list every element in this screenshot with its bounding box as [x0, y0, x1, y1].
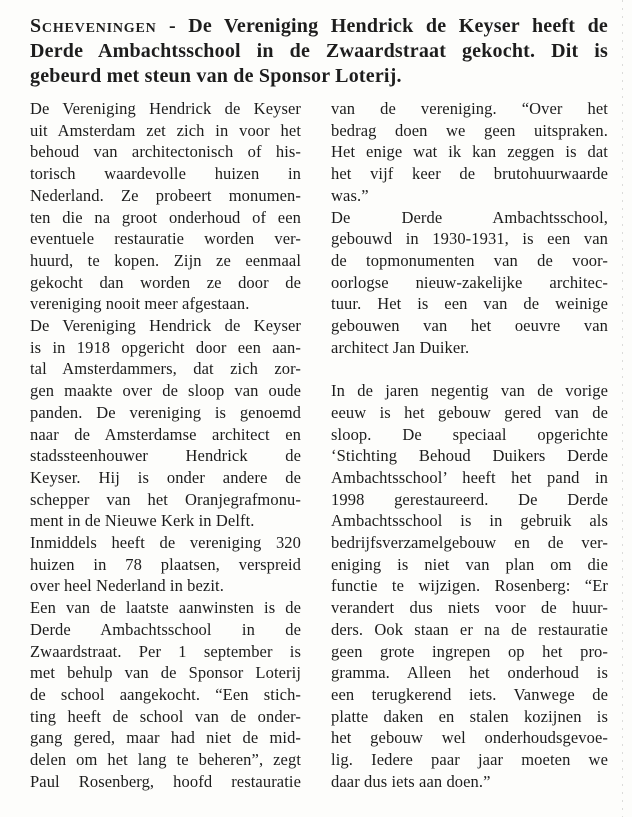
paragraph [30, 315, 301, 532]
text-line: Zwaardstraat. Per 1 september is [30, 641, 302, 661]
text-line: vereniging nooit meer afgestaan. [30, 294, 250, 314]
text-line: stadssteenhouwer Hendrick de [30, 446, 302, 466]
text-line: gekocht dan worden ze door de [30, 272, 302, 292]
text-line: oorlogse nieuw-zakelijke architec- [331, 272, 608, 292]
text-line: huurd, te kopen. Zijn ze eenmaal [30, 250, 302, 270]
text-line: eventuele restauratie worden ver- [30, 229, 302, 249]
text-line: daar dus iets aan doen.” [331, 771, 491, 791]
text-line: Een van de laatste aanwinsten is de [30, 598, 302, 618]
text-line: gen maakte over de sloop van oude [30, 381, 302, 401]
text-line: delen om het lang te beheren”, zegt [30, 750, 302, 770]
text-line: architect Jan Duiker. [331, 337, 470, 357]
text-line: gang gered, maar had niet de mid- [30, 728, 302, 748]
text-line: het gebouw wel onderhoudsgevoe- [331, 728, 608, 748]
text-line: panden. De vereniging is genoemd [30, 402, 302, 422]
text-line: lig. Iedere paar jaar moeten we [331, 750, 608, 770]
text-line: is in 1918 opgericht door een aan- [30, 337, 302, 357]
text-line: van de vereniging. “Over het [331, 99, 608, 118]
paragraph [30, 597, 301, 792]
text-line: een terugkerend iets. Vanwege de [331, 684, 608, 704]
text-line: de topmonumenten van de voor- [331, 250, 608, 270]
text-line: bedrijfsverzamelgebouw en de ver- [331, 533, 608, 553]
text-line: ‘Stichting Behoud Duikers Derde [331, 446, 608, 466]
text-line: tal Amsterdammers, dat zich zor- [30, 359, 302, 379]
paragraph [30, 532, 301, 597]
text-line: de school aangekocht. “Een stich- [30, 684, 302, 704]
article-body [30, 98, 608, 793]
text-line: ders. Ook staan er na de restauratie [331, 619, 608, 639]
text-line: functie te wijzigen. Rosenberg: “Er [331, 576, 608, 596]
text-line: De Vereniging Hendrick de Keyser [30, 99, 302, 118]
text-line: De Vereniging Hendrick de Keyser [30, 316, 302, 336]
article-headline [30, 14, 608, 89]
text-line: huizen in 78 plaatsen, verspreid [30, 554, 302, 574]
text-line: ment in de Nieuwe Kerk in Delft. [30, 511, 255, 531]
headline-line-text: - De Vereniging Hendrick de Keyser heeft de [168, 15, 608, 37]
text-line: geen grote ingrepen op het pro- [331, 641, 608, 661]
text-line: behoud van architectonisch of his- [30, 142, 302, 162]
text-line: sloop. De speciaal opgerichte [331, 424, 608, 444]
text-line: torisch waardevolle huizen in [30, 164, 302, 184]
text-line: 1998 gerestaureerd. De Derde [331, 489, 608, 509]
text-line: tuur. Het is een van de weinige [331, 294, 608, 314]
text-line: Inmiddels heeft de vereniging 320 [30, 533, 302, 553]
text-line: met behulp van de Sponsor Loterij [30, 663, 302, 683]
text-line: Ambachtsschool’ heeft het pand in [331, 467, 608, 487]
paragraph [331, 380, 608, 792]
headline-line [30, 14, 608, 39]
text-line: eeuw is het gebouw gered van de [331, 402, 608, 422]
text-line: gebouwd in 1930-1931, is een van [331, 229, 608, 249]
text-line: het vijf keer de brutohuurwaarde [331, 164, 608, 184]
text-line: verandert dus niets voor de huur- [331, 598, 608, 618]
text-line: Het enige wat ik kan zeggen is dat [331, 142, 608, 162]
text-line: naar de Amsterdamse architect en [30, 424, 302, 444]
text-line: Derde Ambachtsschool in de [30, 619, 302, 639]
text-line: gramma. Alleen het onderhoud is [331, 663, 608, 683]
paragraph [331, 98, 608, 207]
text-line: eniging is niet van plan om die [331, 554, 608, 574]
text-line: ting heeft de school van de onder- [30, 706, 302, 726]
text-line: Keyser. Hij is onder andere de [30, 467, 302, 487]
text-line: Paul Rosenberg, hoofd restauratie [30, 771, 302, 791]
text-line: Ambachtsschool is in gebruik als [331, 511, 608, 531]
text-line: bedrag doen we geen uitspraken. [331, 120, 608, 140]
text-line: was.” [331, 185, 369, 205]
headline-line: gebeurd met steun van de Sponsor Loterij. [30, 65, 402, 87]
headline-line: Derde Ambachtsschool in de Zwaardstraat gekocht. Dit is [30, 40, 608, 62]
right-column [331, 98, 608, 793]
text-line: De Derde Ambachtsschool, [331, 207, 608, 227]
left-column [30, 98, 301, 793]
text-line: ten die na groot onderhoud of een [30, 207, 302, 227]
text-line: over heel Nederland in bezit. [30, 576, 224, 596]
scan-edge-artifact [622, 0, 623, 817]
dateline-location: Scheveningen [30, 15, 157, 37]
paragraph [30, 98, 301, 315]
text-line: Nederland. Ze probeert monumen- [30, 185, 302, 205]
text-line: gebouwen van het oeuvre van [331, 316, 608, 336]
paragraph [331, 207, 608, 359]
text-line: schepper van het Oranjegrafmonu- [30, 489, 302, 509]
text-line: uit Amsterdam zet zich in voor het [30, 120, 302, 140]
text-line: In de jaren negentig van de vorige [331, 381, 608, 401]
text-line: platte daken en stalen kozijnen is [331, 706, 608, 726]
